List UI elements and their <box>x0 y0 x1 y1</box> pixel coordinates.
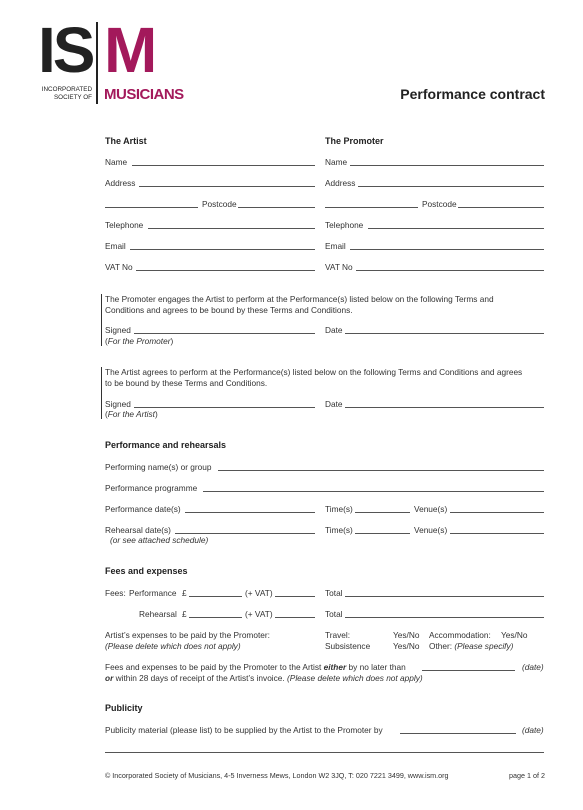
promoter-postcode-field[interactable] <box>458 207 544 208</box>
for-promoter-text: For the Promoter <box>107 336 171 346</box>
footer-copyright: © Incorporated Society of Musicians, 4-5 Inverness Mews, London W2 3JQ, T: 020 7221 3499, www.ism.org <box>105 771 449 780</box>
rehearsal-time-label: Time(s) <box>325 525 353 535</box>
fees-rehearsal-label: Rehearsal <box>139 609 177 619</box>
artist-agreement-line2: to be bound by these Terms and Conditions. <box>105 378 268 388</box>
publicity-text: Publicity material (please list) to be supplied by the Artist to the Promoter by <box>105 725 383 735</box>
perf-venue-label: Venue(s) <box>414 504 448 514</box>
artist-date-label: Date <box>325 399 343 409</box>
rehearsal-venue-label: Venue(s) <box>414 525 448 535</box>
rehearsal-venue-field[interactable] <box>450 533 544 534</box>
artist-agreement-bar <box>101 367 102 419</box>
payment-or: or <box>105 673 114 683</box>
payment-date-note: (date) <box>522 662 544 672</box>
artist-date-field[interactable] <box>345 407 544 408</box>
fees-rehearsal-total-field[interactable] <box>345 617 544 618</box>
fees-performance-pound: £ <box>182 588 187 598</box>
promoter-vat-label: VAT No <box>325 262 353 272</box>
promoter-signed-label: Signed <box>105 325 131 335</box>
artist-email-label: Email <box>105 241 126 251</box>
promoter-agreement-line1: The Promoter engages the Artist to perform at the Performance(s) listed below on the following Terms and <box>105 294 494 304</box>
for-artist-open: ( <box>105 409 108 419</box>
footer-page-number: page 1 of 2 <box>509 771 545 780</box>
fees-rehearsal-pound: £ <box>182 609 187 619</box>
artist-postcode-label: Postcode <box>202 199 237 209</box>
perf-time-field[interactable] <box>355 512 410 513</box>
artist-name-label: Name <box>105 157 128 167</box>
fees-rehearsal-vat-field[interactable] <box>275 617 315 618</box>
artist-telephone-label: Telephone <box>105 220 144 230</box>
logo-line1: INCORPORATED <box>41 86 92 93</box>
fees-heading: Fees and expenses <box>105 566 188 576</box>
payment-text-a: Fees and expenses to be paid by the Promoter to the Artist <box>105 662 324 672</box>
page-title: Performance contract <box>400 86 545 102</box>
artist-vat-label: VAT No <box>105 262 133 272</box>
promoter-vat-field[interactable] <box>356 270 544 271</box>
for-promoter-note <box>105 336 173 346</box>
payment-text-c: within 28 days of receipt of the Artist’s invoice. <box>113 673 288 683</box>
promoter-address-field[interactable] <box>358 186 544 187</box>
logo-divider <box>96 22 98 104</box>
logo-musicians: MUSICIANS <box>104 86 184 103</box>
fees-performance-total-field[interactable] <box>345 596 544 597</box>
rehearsal-time-field[interactable] <box>355 533 410 534</box>
artist-address-line2-field[interactable] <box>105 207 198 208</box>
payment-line2 <box>105 673 423 683</box>
artist-name-field[interactable] <box>132 165 315 166</box>
programme-field[interactable] <box>203 491 544 492</box>
logo-subtext <box>38 86 92 102</box>
promoter-telephone-field[interactable] <box>368 228 544 229</box>
publicity-heading: Publicity <box>105 703 143 713</box>
performance-heading: Performance and rehearsals <box>105 440 227 450</box>
other-label <box>429 641 513 651</box>
expenses-line1: Artist’s expenses to be paid by the Promoter: <box>105 630 270 640</box>
payment-delete-note: (Please delete which does not apply) <box>287 673 423 683</box>
fees-rehearsal-vat: (+ VAT) <box>245 609 273 619</box>
for-promoter-close: ) <box>170 336 174 346</box>
promoter-date-field[interactable] <box>345 333 544 334</box>
promoter-heading: The Promoter <box>325 136 384 146</box>
logo-is: IS <box>38 14 93 86</box>
promoter-date-label: Date <box>325 325 343 335</box>
rehearsal-dates-label: Rehearsal date(s) <box>105 525 171 535</box>
accommodation-label: Accommodation: <box>429 630 491 640</box>
artist-signed-label: Signed <box>105 399 131 409</box>
artist-telephone-field[interactable] <box>148 228 315 229</box>
other-text: Other: <box>429 641 453 651</box>
promoter-agreement-text <box>105 294 545 316</box>
for-promoter-open: ( <box>105 336 108 346</box>
accommodation-yes-no[interactable]: Yes/No <box>501 630 528 640</box>
payment-date-field[interactable] <box>422 670 515 671</box>
for-artist-close: ) <box>154 409 158 419</box>
publicity-list-field[interactable] <box>105 752 544 753</box>
promoter-email-field[interactable] <box>350 249 544 250</box>
promoter-name-field[interactable] <box>350 165 544 166</box>
fees-rehearsal-amount-field[interactable] <box>189 617 242 618</box>
fees-label: Fees: <box>105 588 126 598</box>
artist-address-label: Address <box>105 178 136 188</box>
artist-address-field[interactable] <box>139 186 315 187</box>
publicity-date-note: (date) <box>522 725 544 735</box>
travel-label: Travel: <box>325 630 351 640</box>
logo-m: M <box>104 14 158 86</box>
fees-performance-label: Performance <box>129 588 177 598</box>
schedule-note: (or see attached schedule) <box>110 535 209 545</box>
expenses-line2: (Please delete which does not apply) <box>105 641 241 651</box>
artist-vat-field[interactable] <box>136 270 315 271</box>
artist-heading: The Artist <box>105 136 147 146</box>
promoter-signature-field[interactable] <box>134 333 315 334</box>
perf-time-label: Time(s) <box>325 504 353 514</box>
artist-postcode-field[interactable] <box>238 207 315 208</box>
fees-performance-amount-field[interactable] <box>189 596 242 597</box>
perf-dates-field[interactable] <box>185 512 315 513</box>
fees-performance-vat: (+ VAT) <box>245 588 273 598</box>
promoter-agreement-bar <box>101 294 102 346</box>
performing-name-field[interactable] <box>218 470 544 471</box>
perf-dates-label: Performance date(s) <box>105 504 181 514</box>
subsistence-label: Subsistence <box>325 641 371 651</box>
promoter-name-label: Name <box>325 157 348 167</box>
perf-venue-field[interactable] <box>450 512 544 513</box>
fees-rehearsal-total-label: Total <box>325 609 343 619</box>
artist-agreement-line1: The Artist agrees to perform at the Performance(s) listed below on the following Terms and Conditions and agrees <box>105 367 523 377</box>
promoter-postcode-label: Postcode <box>422 199 457 209</box>
promoter-address-label: Address <box>325 178 356 188</box>
payment-either: either <box>323 662 347 672</box>
for-artist-text: For the Artist <box>107 409 155 419</box>
payment-text-b: by no later than <box>346 662 406 672</box>
fees-performance-vat-field[interactable] <box>275 596 315 597</box>
promoter-telephone-label: Telephone <box>325 220 364 230</box>
promoter-agreement-line2: Conditions and agrees to be bound by these Terms and Conditions. <box>105 305 353 315</box>
promoter-address-line2-field[interactable] <box>325 207 418 208</box>
for-artist-note <box>105 409 158 419</box>
travel-yes-no[interactable]: Yes/No <box>393 630 420 640</box>
rehearsal-dates-field[interactable] <box>175 533 315 534</box>
other-specify: (Please specify) <box>454 641 514 651</box>
subsistence-yes-no[interactable]: Yes/No <box>393 641 420 651</box>
logo-line2: SOCIETY OF <box>53 94 92 101</box>
programme-label: Performance programme <box>105 483 198 493</box>
publicity-date-field[interactable] <box>400 733 516 734</box>
promoter-email-label: Email <box>325 241 346 251</box>
performing-name-label: Performing name(s) or group <box>105 462 212 472</box>
artist-email-field[interactable] <box>130 249 315 250</box>
artist-agreement-text <box>105 367 545 389</box>
fees-performance-total-label: Total <box>325 588 343 598</box>
payment-line1 <box>105 662 406 672</box>
artist-signature-field[interactable] <box>134 407 315 408</box>
